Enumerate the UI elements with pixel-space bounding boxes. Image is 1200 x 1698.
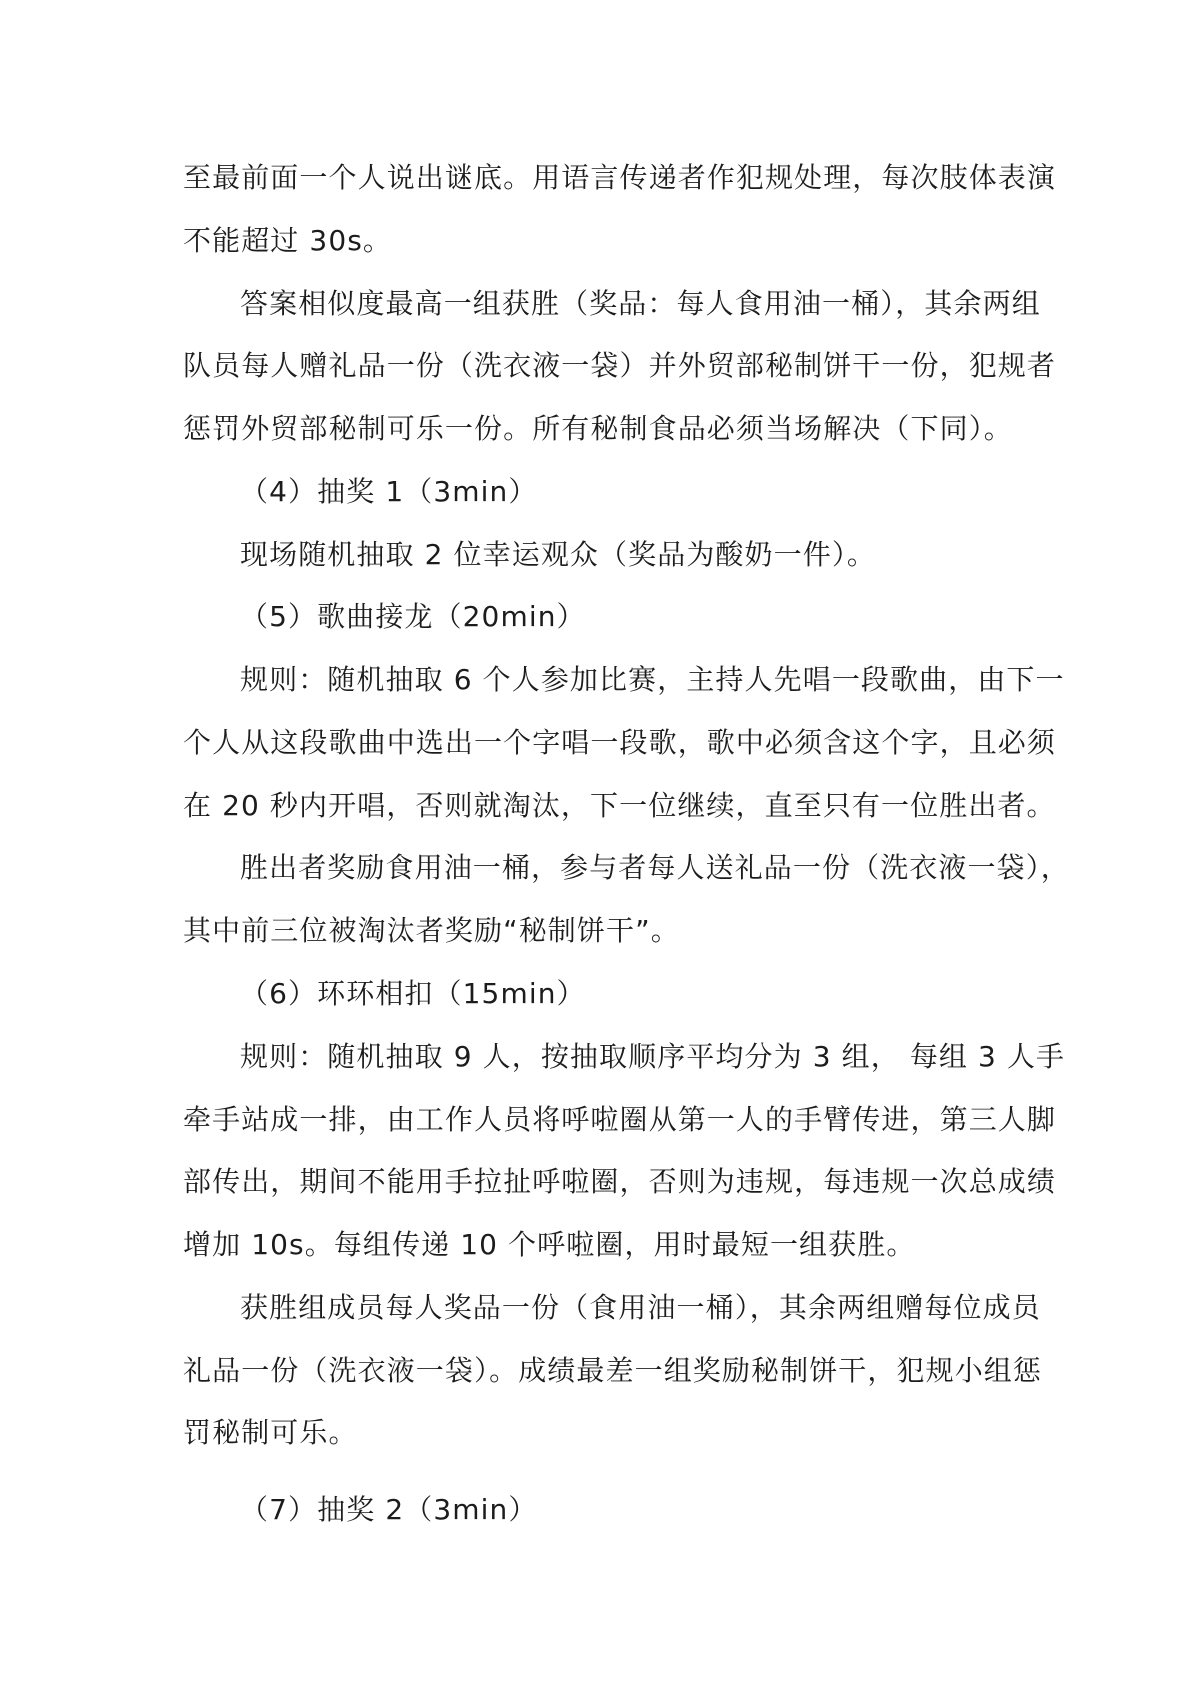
text-line: 答案相似度最高一组获胜（奖品：每人食用油一桶），其余两组 (240, 287, 1041, 320)
section-heading: （6）环环相扣（15min） (240, 977, 586, 1010)
text-line: 个人从这段歌曲中选出一个字唱一段歌，歌中必须含这个字，且必须 (183, 726, 1057, 759)
section-heading: （4）抽奖 1（3min） (240, 475, 538, 508)
text-line: 牵手站成一排，由工作人员将呼啦圈从第一人的手臂传进，第三人脚 (183, 1103, 1057, 1136)
text-line: 惩罚外贸部秘制可乐一份。所有秘制食品必须当场解决（下同）。 (183, 412, 1013, 445)
section-heading: （7）抽奖 2（3min） (240, 1493, 538, 1526)
text-line: 其中前三位被淘汰者奖励“秘制饼干”。 (183, 914, 680, 947)
text-line: 礼品一份（洗衣液一袋）。成绩最差一组奖励秘制饼干，犯规小组惩 (183, 1354, 1043, 1387)
text-line: 队员每人赠礼品一份（洗衣液一袋）并外贸部秘制饼干一份，犯规者 (183, 349, 1057, 382)
text-line: 胜出者奖励食用油一桶，参与者每人送礼品一份（洗衣液一袋）， (240, 851, 1070, 884)
text-line: 部传出，期间不能用手拉扯呼啦圈，否则为违规，每违规一次总成绩 (183, 1165, 1057, 1198)
text-line: 在 20 秒内开唱，否则就淘汰，下一位继续，直至只有一位胜出者。 (183, 789, 1056, 822)
text-line: 不能超过 30s。 (183, 224, 393, 257)
text-line: 获胜组成员每人奖品一份（食用油一桶），其余两组赠每位成员 (240, 1291, 1041, 1324)
text-line: 规则：随机抽取 6 个人参加比赛，主持人先唱一段歌曲，由下一 (240, 663, 1065, 696)
text-line: 罚秘制可乐。 (183, 1416, 358, 1449)
text-line: 至最前面一个人说出谜底。用语言传递者作犯规处理，每次肢体表演 (183, 161, 1057, 194)
text-line: 规则：随机抽取 9 人，按抽取顺序平均分为 3 组， 每组 3 人手 (240, 1040, 1066, 1073)
text-line: 现场随机抽取 2 位幸运观众（奖品为酸奶一件）。 (240, 538, 877, 571)
section-heading: （5）歌曲接龙（20min） (240, 600, 586, 633)
text-line: 增加 10s。每组传递 10 个呼啦圈，用时最短一组获胜。 (183, 1228, 916, 1261)
